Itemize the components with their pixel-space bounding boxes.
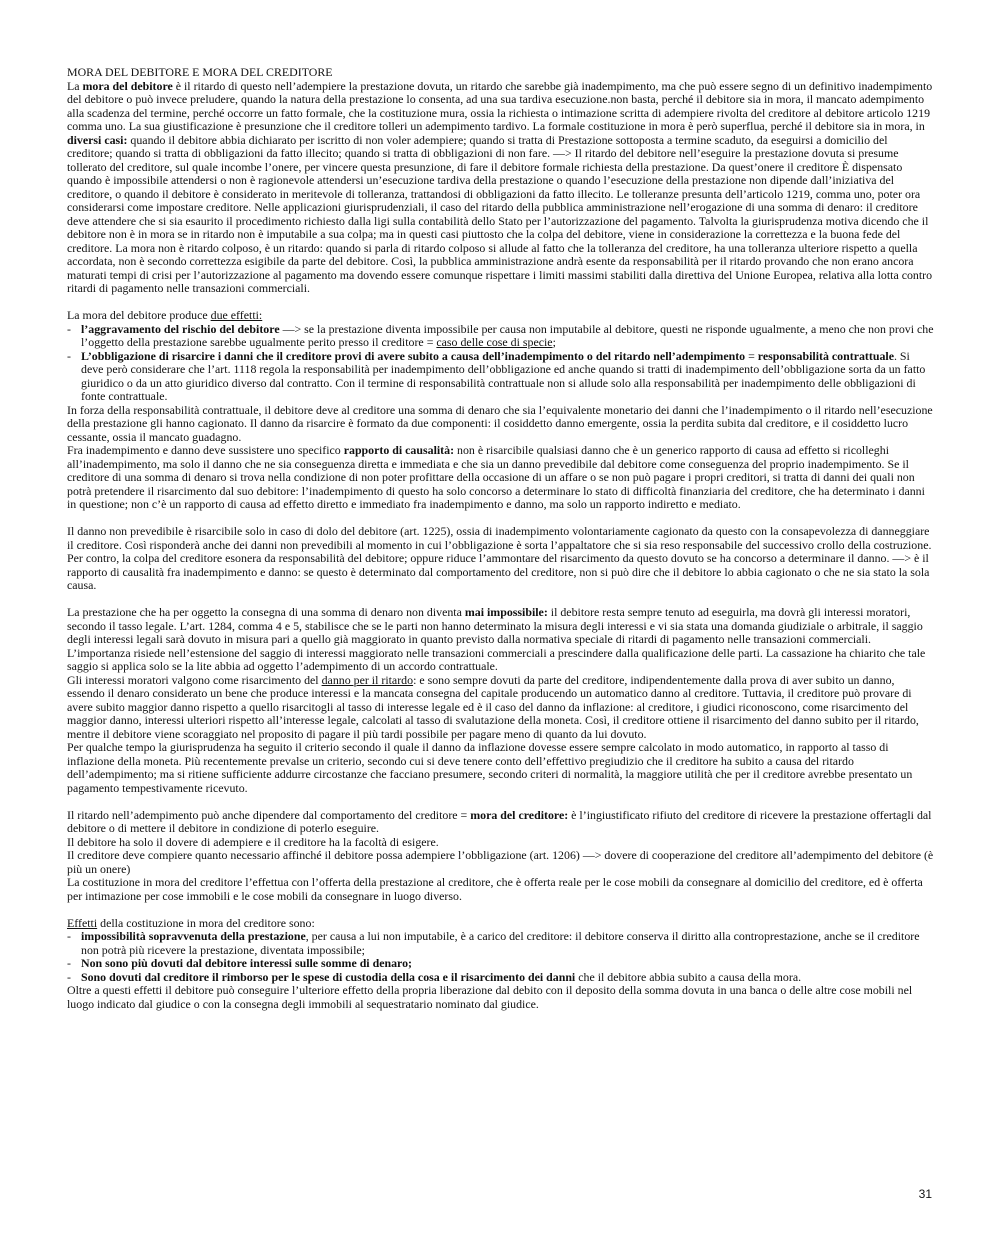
text: non è risarcibile qualsiasi danno che è un generico rapporto di causa ad effetto si ricolleghi all’inadempimento, ma solo il danno che ne sia conseguenza diretta e immediata e che sia un danno prevedibile dal debitore come conseguenza del proprio inadempimento. Se il creditore di una somma di denaro si trova nella condizione di non poter profittare della occasione di un affare o se non può pagare i propri creditori, si tratta di danni dei quali non potrà pretendere il risarcimento dal suo debitore: l’inadempimento di questo ha solo concorso a determinare lo stato di difficoltà finanziaria del creditore, che ha determinato i danni in questione; non c’è un rapporto di causa ad effetto diretto e immediato fra inadempimento e danno, ma solo un rapporto indiretto e mediato.: [67, 443, 925, 511]
text: Il ritardo nell’adempimento può anche dipendere dal comportamento del creditore =: [67, 807, 471, 822]
paragraph-responsabilita: In forza della responsabilità contrattuale, il debitore deve al creditore una somma di denaro che sia l’equivalente monetario dei danni che l’inadempimento o il ritardo nell’esecuzione della prestazione gli hanno cagionato. Il danno da risarcire è formato da due componenti: il cosiddetto danno emergente, ossia la perdita subita dal creditore, e il cosiddetto lucro cessante, ossia il mancato guadagno.: [67, 402, 933, 444]
blank-line: [67, 795, 935, 809]
paragraph-costituzione-mora: La costituzione in mora del creditore l’effettua con l’offerta della prestazione al creditore, che è offerta reale per le cose mobili da consegnare al domicilio del creditore, ed è offerta per intimazione per cose immobili e le cose mobili da consegnare in luogo diverso.: [67, 875, 923, 903]
bold-term: mora del creditore:: [470, 807, 569, 822]
document-page: [67, 66, 935, 1011]
list-item: [67, 930, 935, 957]
text: ;: [552, 335, 556, 349]
text: della costituzione in mora del creditore sono:: [97, 915, 315, 930]
text: La mora del debitore produce: [67, 308, 211, 322]
text: che il debitore abbia subito a causa della mora.: [575, 969, 802, 984]
list-item: [67, 971, 935, 985]
bold-term: diversi casi:: [67, 132, 128, 147]
paragraph-dovere-debitore: Il debitore ha solo il dovere di adempiere e il creditore ha la facoltà di esigere.: [67, 834, 439, 849]
blank-line: [67, 903, 935, 917]
underlined-term: due effetti:: [210, 308, 263, 322]
text: : e sono sempre dovuti da parte del creditore, indipendentemente dalla prova di aver subito un danno, essendo il denaro considerato un bene che produce interessi e la mancata consegna del capitale producendo un automatico danno al creditore. Tuttavia, il creditore può provare di avere subito maggior danno rispetto a quello risarcitogli al tasso di interesse legale ed è il caso del danno da inflazione: al creditore, i giudici riconoscono, come risarcimento del maggior danno, interessi ulteriori rispetto all’interesse legale, calcolati al tasso di svalutazione della moneta. Così, il creditore ottiene il risarcimento del danno subito per il ritardo, mentre il debitore viene scoraggiato nel proposito di pagare il più tardi possibile per pagare meno di quanto da lui dovuto.: [67, 672, 919, 741]
list-item-text: [81, 971, 935, 985]
text: =: [745, 348, 758, 363]
blank-line: [67, 512, 935, 526]
bold-term: Sono dovuti dal creditore il rimborso per le spese di custodia della cosa e il risarcimento dei danni: [81, 969, 576, 984]
paragraph-danno-non-prevedibile: Il danno non prevedibile è risarcibile solo in caso di dolo del debitore (art. 1225), ossia di inadempimento volontariamente cagionato da questo con la consapevolezza di danneggiare il creditore. Così risponderà anche dei danni non prevedibili al momento in cui l’obbligazione è sorta l’appaltatore che si sia reso responsabile del successivo crollo della costruzione. Per contro, la colpa del creditore esonera da responsabilità del debitore; oppure riduce l’ammontare del risarcimento da questo dovuto se ha concorso a determinare il danno. —> è il rapporto di causalità fra inadempimento e danno: se questo è determinato dal comportamento del creditore, non si può dire che il debitore lo abbia cagionato o che ne sia stato la sola causa.: [67, 524, 932, 592]
list-item-text: [81, 323, 935, 350]
text: —> se la prestazione diventa impossibile per causa non imputabile al debitore, questi ne risponde ugualmente, a meno che non provi che l’oggetto della prestazione sarebbe ugualmente perito presso il creditore =: [81, 321, 934, 349]
page-number: 31: [918, 1187, 932, 1201]
bullet-dash: -: [67, 956, 71, 970]
paragraph-causalita: [67, 444, 935, 512]
list-item-text: [81, 350, 935, 404]
text: quando il debitore abbia dichiarato per iscritto di non voler adempiere; quando si tratta di Prestazione sottoposta a termine scaduto, da eseguirsi a domicilio del creditore; quando si tratta di obbligazioni da fatto illecito; quando si tratta di obbligazioni di non fare. —> Il ritardo del debitore nell’eseguire la prestazione dovuta si presume tollerato del creditore, sul quale incombe l’onere, per vincere questa presunzione, di fare il debitore formale richiesta della prestazione. Da quest’onere il creditore È dispensato quando è impossibile attendersi o non è ragionevole attendersi un’esecuzione tardiva della prestazione o quando l’esecuzione della prestazione non dipende dall’iniziativa del creditore, o quando il debitore è considerato in meritevole di tolleranza, trattandosi di obbligazioni da fatto illecito. Le tolleranze presunta dell’articolo 1219, comma uno, poter ora considerarsi come impostare creditore. Nelle applicazioni giurisprudenziali, il caso del ritardo della pubblica amministrazione nell’erogazione di una somma di denaro: il creditore deve attendere che si sia esaurito il procedimento richiesto dalla ligi sulla contabilità dello Stato per l’autorizzazione del pagamento. Talvolta la giurisprudenza motiva dicendo che il debitore non è in mora se in ritardo non è imputabile a sua colpa; ma in questi casi piuttosto che la colpa del debitore, viene in considerazione la correttezza e la buona fede del creditore. La mora non è ritardo colposo, è un ritardo: quando si parla di ritardo colposo si allude al fatto che la tolleranza del creditore, ha una tolleranza ulteriore rispetto a quella accordata, non è secondo correttezza esigibile da parte del debitore. Così, la pubblica amministrazione andrà esente da responsabilità per il ritardo provando che non erano ancora maturati tempi di crisi per l’autorizzazione al pagamento ma dovendo essere comunque rispettare i limiti massimi stabiliti dalla direttiva del Unione Europea, relativa alla lotta contro ritardi di pagamento nelle transazioni commerciali.: [67, 132, 933, 295]
blank-line: [67, 593, 935, 607]
text: il debitore resta sempre tenuto ad eseguirla, ma dovrà gli interessi moratori, secondo il tasso legale. L’art. 1284, comma 4 e 5, stabilisce che se le parti non hanno determinato la misura degli interessi e vi sia stata una domanda giudiziale o arbitrale, il saggio degli interessi legali sarà dovuto in misura pari a quello già maggiorato in quanto previsto dalla normativa speciale di ritardi di pagamento nelle transazioni commerciali. L’importanza risiede nell’estensione del saggio di interessi maggiorato nelle transazioni commerciali a prescindere dalla qualificazione delle parti. La cassazione ha chiarito che tale saggio si applica solo se la lite abbia ad oggetto l’adempimento di un accordo contrattuale.: [67, 605, 926, 673]
bold-term: L’obbligazione di risarcire i danni che il creditore provi di avere subito a causa dell’inadempimento o del ritardo nell’adempimento: [81, 348, 746, 363]
bullet-dash: -: [67, 321, 71, 336]
paragraph-interessi-moratori: [67, 674, 935, 742]
bullet-dash: -: [67, 969, 71, 984]
underlined-term: Effetti: [67, 915, 98, 930]
paragraph-cooperazione: Il creditore deve compiere quanto necessario affinché il debitore possa adempiere l’obbligazione (art. 1206) —> dovere di cooperazione del creditore all’adempimento del debitore (è più un onere): [67, 848, 934, 876]
text: Fra inadempimento e danno deve sussistere uno specifico: [67, 443, 344, 457]
bullet-dash: -: [67, 348, 71, 363]
list-item: [67, 350, 935, 404]
text: è il ritardo di questo nell’adempiere la prestazione dovuta, un ritardo che sarebbe già inadempimento, ma che può essere segno di un definitivo inadempimento del debitore o può invece preludere, quando la natura della prestazione lo consenta, ad una sua tardiva esecuzione.non basta, perché il debitore sia in mora, il mancato adempimento alla scadenza del termine, perché occorre un fatto formale, che la costituzione mura, ossia la richiesta o intimazione scritta di adempiere rivolta del creditore al debitore articolo 1219 comma uno. La sua giustificazione è presunzione che il creditore tolleri un adempimento tardivo. La formale costituzione in mora è però superflua, perché il debitore sia in mora, in: [67, 78, 933, 133]
text: La prestazione che ha per oggetto la consegna di una somma di denaro non diventa: [67, 605, 465, 619]
text: . Si deve però considerare che l’art. 1118 regola la responsabilità per inadempimento dell’obbligazione ed anche quando si tratti di inadempimento dell’obbligazione sorta da un fatto giuridico o da un atto giuridico diverso dal contratto. Con il termine di responsabilità contrattuale non si allude solo alla responsabilità per inadempimento delle obbligazioni di fonte contrattuale.: [81, 348, 926, 403]
bold-term: impossibilità sopravvenuta della prestazione: [81, 929, 306, 943]
paragraph-somma-denaro: [67, 606, 935, 674]
paragraph-mora-debitore: [67, 80, 935, 296]
bold-term: rapporto di causalità:: [343, 443, 455, 457]
list-item: [67, 323, 935, 350]
paragraph-liberazione: Oltre a questi effetti il debitore può conseguire l’ulteriore effetto della propria liberazione dal debito con il deposito della somma dovuta in una banca o delle altre cose mobili nel luogo indicato dal giudice o con la consegna degli immobili al sequestratario nominato dal giudice.: [67, 983, 913, 1011]
bullet-dash: -: [67, 929, 71, 943]
bold-term: mora del debitore: [82, 78, 173, 93]
list-item-text: [81, 930, 935, 957]
text: Gli interessi moratori valgono come risarcimento del: [67, 672, 322, 687]
paragraph-effetti-costituzione: [67, 917, 935, 931]
bold-term: Non sono più dovuti dal debitore interessi sulle somme di denaro;: [81, 956, 412, 970]
bold-term: l’aggravamento del rischio del debitore: [81, 321, 280, 336]
bold-term: responsabilità contrattuale: [757, 348, 894, 363]
text: La: [67, 78, 83, 93]
list-item: [67, 957, 935, 971]
section-title: MORA DEL DEBITORE E MORA DEL CREDITORE: [67, 65, 333, 79]
paragraph-inflazione: Per qualche tempo la giurisprudenza ha seguito il criterio secondo il quale il danno da inflazione dovesse essere sempre calcolato in modo automatico, in rapporto al tasso di inflazione della moneta. Più recentemente prevalse un criterio, secondo cui si deve tenere conto dell’effettivo pregiudizio che il creditore ha subito a causa del ritardo dell’adempimento; ma si ritiene sufficiente addurre circostanze che facciano presumere, secondo criteri di normalità, la maggiore utilità che per il creditore avrebbe presentato un pagamento tempestivamente ricevuto.: [67, 740, 913, 795]
underlined-term: caso delle cose di specie: [436, 335, 553, 349]
text: è l’ingiustificato rifiuto del creditore di ricevere la prestazione offertagli dal debitore o di mettere il debitore in condizione di poterlo eseguire.: [67, 807, 932, 835]
paragraph-mora-creditore: [67, 809, 935, 836]
paragraph-effetti-intro: [67, 309, 935, 323]
list-item-text: [81, 957, 935, 971]
text: , per causa a lui non imputabile, è a carico del creditore: il debitore conserva il diritto alla controprestazione, anche se il creditore non potrà più ricevere la prestazione, diventata impossibile;: [81, 929, 920, 957]
bold-term: mai impossibile:: [464, 605, 548, 619]
underlined-term: danno per il ritardo: [321, 672, 414, 687]
blank-line: [67, 296, 935, 310]
